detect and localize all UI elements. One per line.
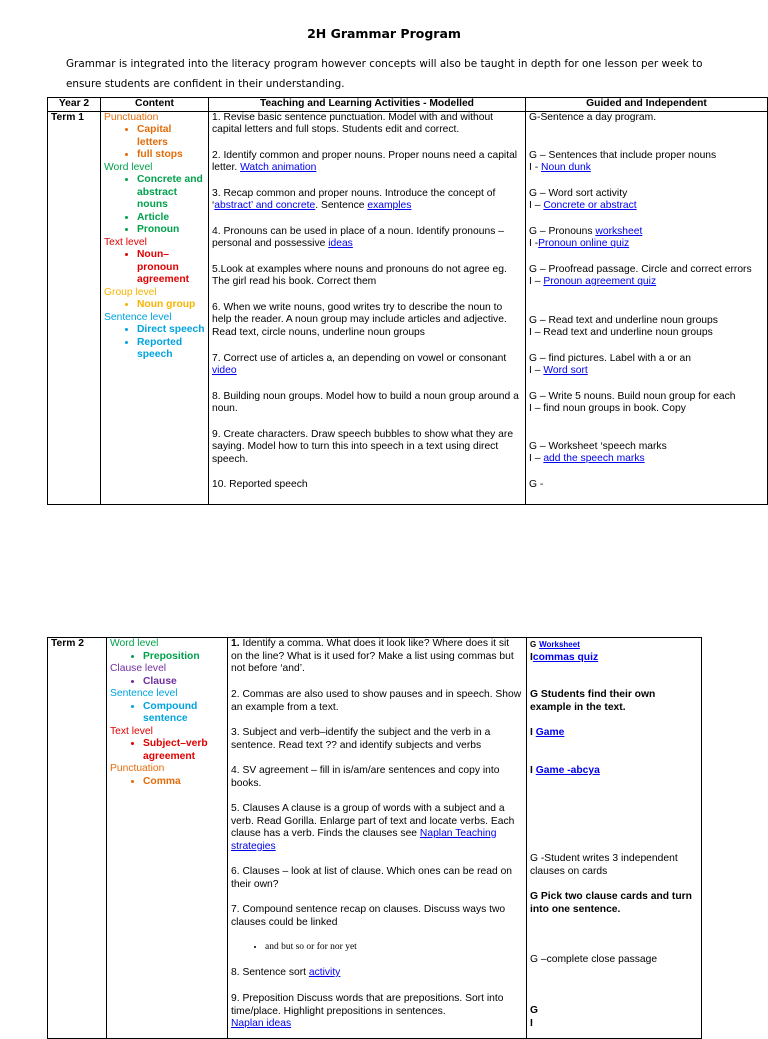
activity-2: 2. Identify common and proper nouns. Proper nouns need a capital letter. Watch animation bbox=[212, 149, 518, 173]
activity-5: 5. Clauses A clause is a group of words with a subject and a verb. Read Gorilla. Enlarge part of text and locate verbs. Each clause has a verb. Finds the clauses see Naplan Teaching strategies bbox=[231, 803, 515, 852]
content-item: • Noun group bbox=[137, 299, 205, 312]
commas-quiz-link[interactable]: commas quiz bbox=[532, 651, 599, 663]
guided-3: I Game bbox=[530, 727, 565, 738]
guided-5: G -Student writes 3 independent clauses on cards bbox=[530, 853, 678, 877]
guided-10: G - bbox=[529, 478, 544, 490]
guided-4a: G – Pronouns worksheet bbox=[529, 225, 643, 237]
naplan-strategies-link[interactable]: Naplan Teaching strategies bbox=[231, 828, 497, 852]
naplan-ideas-link[interactable]: Naplan ideas bbox=[231, 1018, 292, 1029]
header-activities: Teaching and Learning Activities - Modelled bbox=[209, 98, 526, 112]
activities-cell bbox=[209, 111, 526, 504]
guided-1b: Icommas quiz bbox=[530, 651, 599, 663]
guided-5a: G – Proofread passage. Circle and correct errors bbox=[529, 263, 752, 275]
header-row bbox=[48, 98, 768, 112]
activities-cell bbox=[228, 638, 527, 1039]
pronoun-quiz-link[interactable]: Pronoun online quiz bbox=[538, 238, 630, 249]
guided-6a: G – Read text and underline noun groups bbox=[529, 314, 718, 326]
guided-4: I Game -abcya bbox=[530, 765, 600, 776]
guided-7: G –complete close passage bbox=[530, 954, 658, 965]
concrete-abstract-link[interactable]: Concrete or abstract bbox=[543, 200, 637, 211]
level-text: Text level bbox=[104, 236, 147, 248]
term-label: Term 1 bbox=[48, 111, 101, 504]
activity-1: 1. Revise basic sentence punctuation. Model with and without capital letters and full stops. Students edit and correct. bbox=[212, 111, 494, 135]
guided-7b: I – Word sort bbox=[529, 365, 588, 376]
term1-table bbox=[47, 97, 768, 505]
guided-7a: G – find pictures. Label with a or an bbox=[529, 352, 691, 364]
content-item: • Reported speech bbox=[137, 337, 205, 362]
content-item: • Direct speech bbox=[137, 324, 205, 337]
level-group: Group level bbox=[104, 286, 157, 298]
guided-2b: I - Noun dunk bbox=[529, 162, 591, 173]
activity-9-link-line bbox=[231, 1018, 291, 1031]
guided-cell bbox=[527, 638, 702, 1039]
guided-cell bbox=[526, 111, 768, 504]
activity-8: 8. Building noun groups. Model how to build a noun group around a noun. bbox=[212, 390, 519, 414]
level-sentence: Sentence level bbox=[104, 311, 172, 323]
guided-9: I bbox=[530, 1018, 533, 1029]
speech-marks-link[interactable]: add the speech marks bbox=[543, 453, 645, 464]
guided-6: G Pick two clause cards and turn into one sentence. bbox=[530, 891, 692, 915]
term1-row bbox=[48, 111, 768, 504]
document-title: 2H Grammar Program bbox=[307, 26, 461, 41]
guided-8a: G – Write 5 nouns. Build noun group for each bbox=[529, 390, 736, 402]
guided-6b: I – Read text and underline noun groups bbox=[529, 327, 713, 338]
activity-4: 4. SV agreement – fill in is/am/are sentences and copy into books. bbox=[231, 765, 500, 789]
level-clause: Clause level bbox=[110, 663, 167, 674]
activity-3: 3. Subject and verb–identify the subject and the verb in a sentence. Read text ?? and identify subjects and verbs bbox=[231, 727, 491, 751]
ideas-link[interactable]: ideas bbox=[328, 238, 353, 249]
watch-animation-link[interactable]: Watch animation bbox=[240, 162, 317, 173]
guided-2a: G – Sentences that include proper nouns bbox=[529, 149, 717, 161]
guided-3a: G – Word sort activity bbox=[529, 187, 628, 199]
content-item: • Capital letters bbox=[137, 124, 205, 149]
content-item: • full stops bbox=[137, 149, 205, 162]
guided-4b: I -Pronoun online quiz bbox=[529, 238, 630, 249]
guided-9b: I – add the speech marks bbox=[529, 453, 645, 464]
intro-paragraph: Grammar is integrated into the literacy program however concepts will also be taught in depth for one lesson per week to ensure students are confident in their understanding. bbox=[66, 58, 703, 90]
term2-table bbox=[47, 637, 702, 1039]
guided-1: G-Sentence a day program. bbox=[529, 111, 657, 123]
header-guided: Guided and Independent bbox=[526, 98, 768, 112]
worksheet-link[interactable]: worksheet bbox=[595, 225, 643, 237]
guided-2: G Students find their own example in the text. bbox=[530, 689, 656, 713]
header-year: Year 2 bbox=[48, 98, 101, 112]
level-word: Word level bbox=[110, 638, 159, 649]
game-abcya-link[interactable]: Game -abcya bbox=[535, 765, 600, 776]
activity-8: 8. Sentence sort activity bbox=[231, 967, 341, 978]
guided-8b: I – find noun groups in book. Copy bbox=[529, 403, 686, 414]
content-cell bbox=[101, 111, 209, 504]
content-item: • Clause bbox=[143, 676, 224, 689]
level-text: Text level bbox=[110, 725, 153, 737]
content-item: • Compound sentence bbox=[143, 701, 224, 726]
noun-dunk-link[interactable]: Noun dunk bbox=[541, 162, 591, 173]
activity-4: 4. Pronouns can be used in place of a noun. Identify pronouns –personal and possessive ideas bbox=[212, 225, 504, 249]
level-sentence: Sentence level bbox=[110, 688, 178, 699]
activity-5: 5.Look at examples where nouns and pronouns do not agree eg. The girl read his book. Correct them bbox=[212, 263, 507, 287]
activity-9: 9. Create characters. Draw speech bubbles to show what they are saying. Model how to turn this into speech in a text using direct speech. bbox=[212, 428, 514, 465]
content-item: • Preposition bbox=[143, 651, 224, 664]
conjunction-item: • and but so or for nor yet bbox=[265, 941, 357, 954]
activity-7: 7. Correct use of articles a, an depending on vowel or consonant video bbox=[212, 352, 507, 376]
level-punctuation: Punctuation bbox=[104, 111, 159, 123]
content-item: • Article bbox=[137, 212, 205, 225]
level-word: Word level bbox=[104, 161, 153, 173]
level-punctuation: Punctuation bbox=[110, 763, 165, 774]
abstract-concrete-link[interactable]: abstract’ and concrete bbox=[214, 200, 316, 211]
guided-1a: G Worksheet bbox=[530, 640, 580, 649]
term-label: Term 2 bbox=[48, 638, 107, 1039]
guided-3b: I – Concrete or abstract bbox=[529, 200, 637, 211]
content-item: • Noun–pronoun agreement bbox=[137, 249, 205, 287]
activity-1: 1. Identify a comma. What does it look like? Where does it sit on the line? What is it used for? Make a list using commas but not before ‘and’. bbox=[231, 638, 514, 674]
video-link[interactable]: video bbox=[212, 365, 237, 376]
guided-5b: I – Pronoun agreement quiz bbox=[529, 276, 657, 287]
activity-7: 7. Compound sentence recap on clauses. Discuss ways two clauses could be linked bbox=[231, 904, 506, 928]
header-content: Content bbox=[101, 98, 209, 112]
activity-10: 10. Reported speech bbox=[212, 478, 308, 490]
content-item: • Concrete and abstract nouns bbox=[137, 174, 205, 212]
activity-2: 2. Commas are also used to show pauses and in speech. Show an example from a text. bbox=[231, 689, 522, 713]
term2-row bbox=[48, 638, 702, 1039]
content-item: • Comma bbox=[143, 776, 224, 789]
conjunction-list bbox=[231, 941, 357, 954]
examples-link[interactable]: examples bbox=[367, 200, 412, 211]
activity-6: 6. Clauses – look at list of clause. Which ones can be read on their own? bbox=[231, 866, 513, 890]
activity-3: 3. Recap common and proper nouns. Introduce the concept of ‘abstract’ and concrete. Sentence examples bbox=[212, 187, 496, 211]
activity-6: 6. When we write nouns, good writes try to describe the noun to help the reader. A noun group may include articles and adjective. Read text, circle nouns, underline noun groups bbox=[212, 301, 507, 338]
activity-link[interactable]: activity bbox=[308, 967, 341, 978]
guided-8: G bbox=[530, 1005, 539, 1016]
worksheet-link[interactable]: Worksheet bbox=[539, 640, 580, 649]
content-item: • Pronoun bbox=[137, 224, 205, 237]
activity-9: 9. Preposition Discuss words that are prepositions. Sort into time/place. Highlight prepositions in sentences. bbox=[231, 993, 504, 1017]
content-item: • Subject–verb agreement bbox=[143, 738, 224, 763]
word-sort-link[interactable]: Word sort bbox=[543, 365, 588, 376]
content-cell bbox=[107, 638, 228, 1039]
pronoun-agreement-link[interactable]: Pronoun agreement quiz bbox=[543, 276, 657, 287]
guided-9a: G – Worksheet ‘speech marks bbox=[529, 440, 667, 452]
game-link[interactable]: Game bbox=[535, 727, 565, 738]
